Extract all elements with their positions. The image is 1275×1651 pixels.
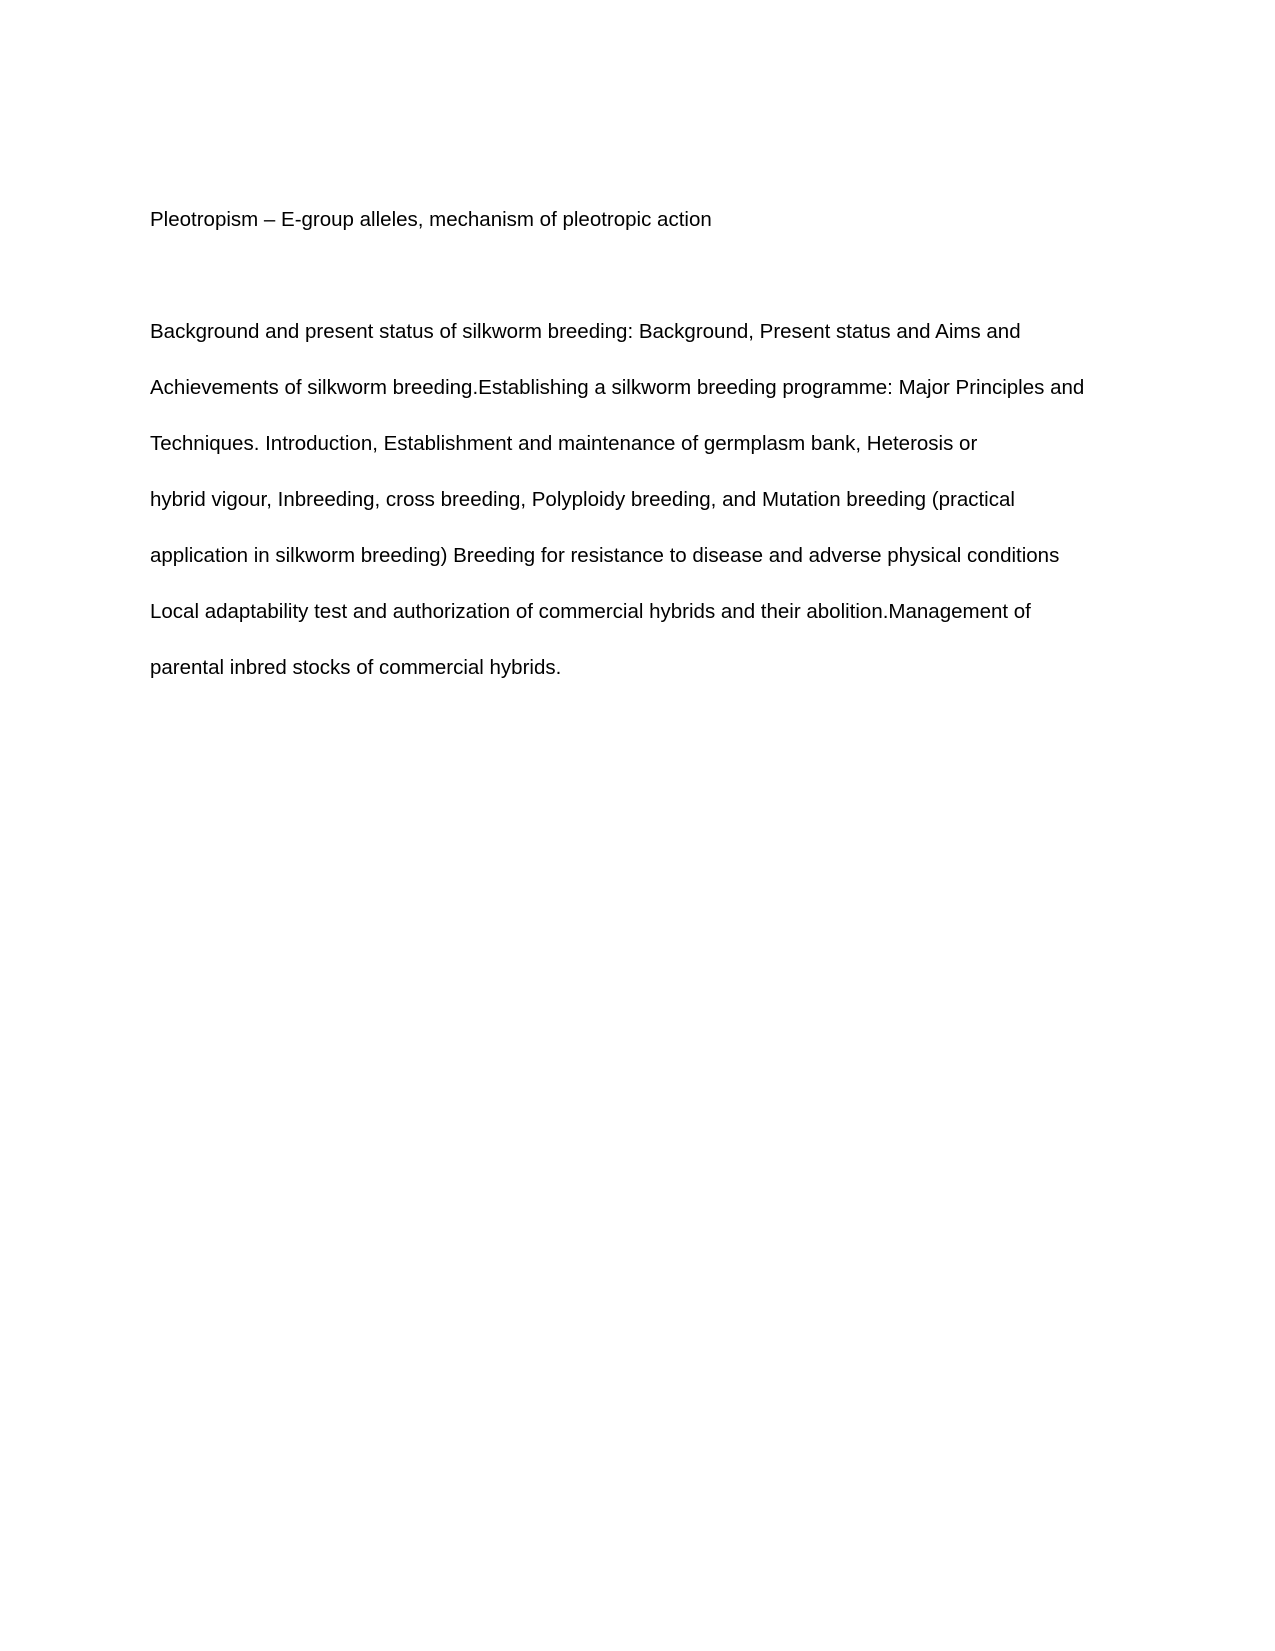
paragraph-line: application in silkworm breeding) Breeding for resistance to disease and adverse physical conditions	[150, 544, 1060, 567]
paragraph-line: parental inbred stocks of commercial hybrids.	[150, 656, 562, 679]
paragraph-line: Local adaptability test and authorization of commercial hybrids and their abolition.Management of	[150, 600, 1031, 623]
section-heading: Pleotropism – E-group alleles, mechanism of pleotropic action	[150, 208, 712, 231]
paragraph-line: hybrid vigour, Inbreeding, cross breeding, Polyploidy breeding, and Mutation breeding (practical	[150, 488, 1015, 511]
paragraph-line: Background and present status of silkworm breeding: Background, Present status and Aims and	[150, 320, 1021, 343]
paragraph-line: Achievements of silkworm breeding.Establishing a silkworm breeding programme: Major Principles and	[150, 376, 1085, 399]
paragraph-line: Techniques. Introduction, Establishment and maintenance of germplasm bank, Heterosis or	[150, 432, 978, 455]
